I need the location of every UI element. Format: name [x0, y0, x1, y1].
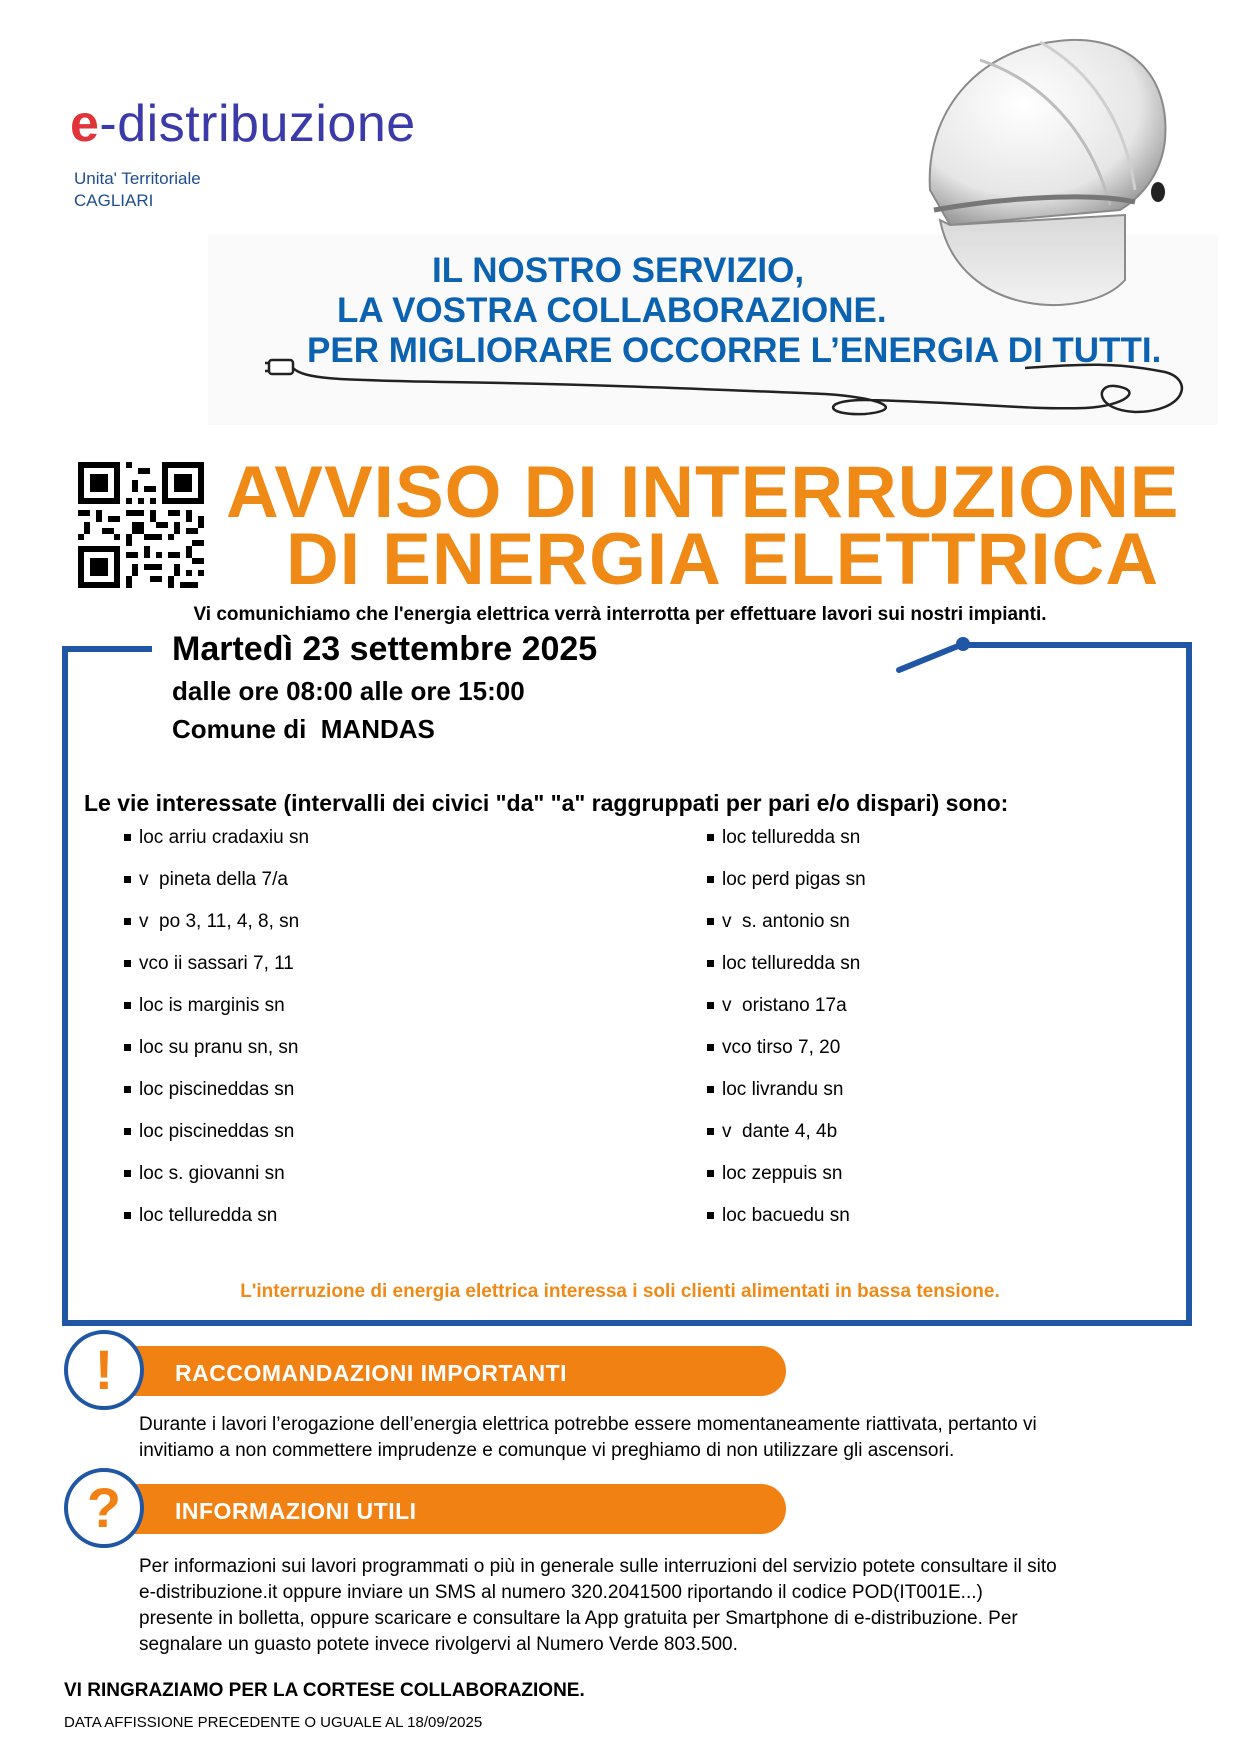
list-item: v pineta della 7/a: [124, 868, 309, 910]
list-item: loc piscineddas sn: [124, 1120, 309, 1162]
company-logo: [70, 95, 416, 153]
qr-code[interactable]: [78, 462, 204, 588]
list-item: loc piscineddas sn: [124, 1078, 309, 1120]
list-item: loc is marginis sn: [124, 994, 309, 1036]
list-item: vco ii sassari 7, 11: [124, 952, 309, 994]
posting-date: DATA AFFISSIONE PRECEDENTE O UGUALE AL 18/09/2025: [64, 1714, 483, 1731]
question-icon: ?: [64, 1468, 144, 1548]
frame-bottom: [62, 1320, 1192, 1326]
list-item: vco tirso 7, 20: [707, 1036, 866, 1078]
frame-right: [1186, 642, 1192, 1326]
slogan-line-2: LA VOSTRA COLLABORAZIONE.: [337, 291, 887, 330]
logo-text: -distribuzione: [99, 95, 416, 153]
logo-e: e: [70, 95, 100, 153]
list-item: loc s. giovanni sn: [124, 1162, 309, 1204]
list-item: v dante 4, 4b: [707, 1120, 866, 1162]
frame-top-right: [965, 642, 1192, 648]
unit-label: Unita' Territoriale: [74, 169, 201, 188]
list-item: loc arriu cradaxiu sn: [124, 826, 309, 868]
list-item: v oristano 17a: [707, 994, 866, 1036]
recommendations-title: RACCOMANDAZIONI IMPORTANTI: [175, 1360, 568, 1386]
info-text: Per informazioni sui lavori programmati o più in generale sulle interruzioni del servizio potete consultare il sito e-distribuzione.it oppure inviare un SMS al numero 320.2041500 riportando il codice POD(IT001E...) presente in bolletta, oppure scaricare e consultare la App gratuita per Smartphone di e-distribuzione. Per segnalare un guasto potete invece rivolgervi al Numero Verde 803.500.: [139, 1556, 1057, 1655]
notice-title-line-1: AVVISO DI INTERRUZIONE: [226, 452, 1180, 533]
slogan-line-1: IL NOSTRO SERVIZIO,: [432, 251, 805, 290]
streets-list-right: [707, 826, 866, 1246]
list-item: loc telluredda sn: [124, 1204, 309, 1246]
list-item: loc su pranu sn, sn: [124, 1036, 309, 1078]
notice-title-line-2: DI ENERGIA ELETTRICA: [286, 519, 1160, 600]
streets-list-left: [124, 826, 309, 1246]
intro-text: Vi comunichiamo che l'energia elettrica verrà interrotta per effettuare lavori sui nostri impianti.: [193, 604, 1047, 625]
list-item: loc telluredda sn: [707, 826, 866, 868]
interruption-date: Martedì 23 settembre 2025: [172, 630, 598, 668]
streets-heading: Le vie interessate (intervalli dei civici "da" "a" raggruppati per pari e/o dispari) sono:: [84, 790, 1009, 816]
unit-city: CAGLIARI: [74, 191, 154, 210]
info-title: INFORMAZIONI UTILI: [175, 1498, 417, 1524]
list-item: loc bacuedu sn: [707, 1204, 866, 1246]
safety-helmet-icon: [920, 20, 1180, 340]
list-item: loc telluredda sn: [707, 952, 866, 994]
list-item: v s. antonio sn: [707, 910, 866, 952]
warning-icon: !: [64, 1330, 144, 1410]
low-voltage-note: L'interruzione di energia elettrica interessa i soli clienti alimentati in bassa tensione.: [240, 1281, 1000, 1302]
thanks-text: VI RINGRAZIAMO PER LA CORTESE COLLABORAZIONE.: [64, 1680, 585, 1701]
municipality: Comune di MANDAS: [172, 714, 435, 744]
frame-top-left: [62, 646, 152, 652]
cable-plug-icon: [265, 350, 1225, 430]
list-item: loc zeppuis sn: [707, 1162, 866, 1204]
interruption-hours: dalle ore 08:00 alle ore 15:00: [172, 676, 525, 706]
list-item: loc perd pigas sn: [707, 868, 866, 910]
territorial-unit: [74, 168, 201, 212]
switch-lever-icon: [895, 632, 975, 676]
list-item: v po 3, 11, 4, 8, sn: [124, 910, 309, 952]
list-item: loc livrandu sn: [707, 1078, 866, 1120]
slogan-line-3: PER MIGLIORARE OCCORRE L’ENERGIA DI TUTTI.: [307, 331, 1162, 370]
frame-left: [62, 646, 68, 1326]
recommendations-text: Durante i lavori l’erogazione dell’energia elettrica potrebbe essere momentaneamente riattivata, pertanto vi invitiamo a non commettere imprudenze e comunque vi preghiamo di non utilizzare gli ascensori.: [139, 1414, 1037, 1461]
